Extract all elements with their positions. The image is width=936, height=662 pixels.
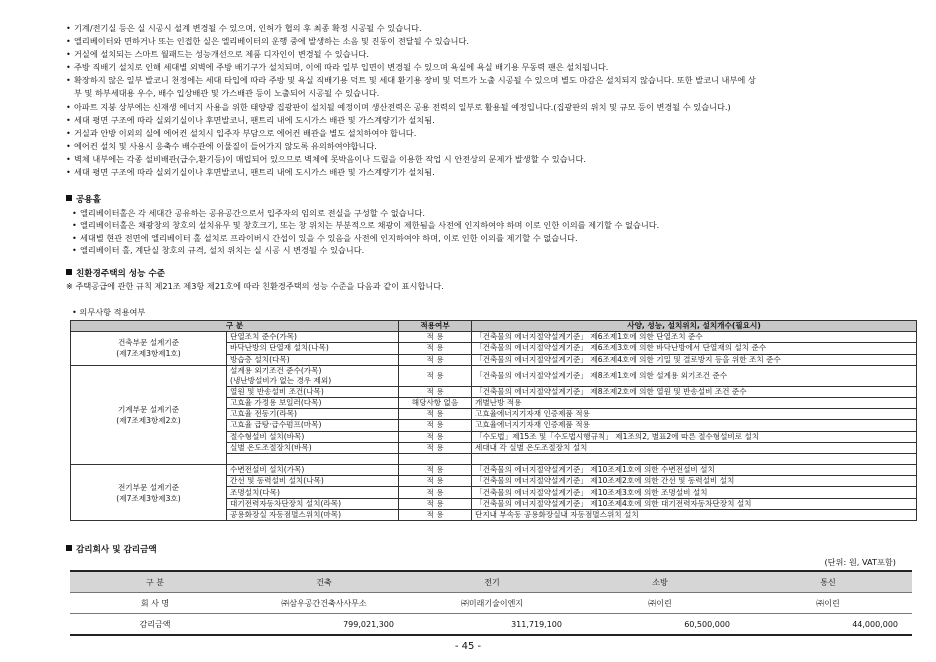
list-item bbox=[72, 207, 912, 219]
note-item bbox=[66, 114, 916, 127]
note-text: 기계/전기실 등은 실 시공시 설계 변경될 수 있으며, 인허가 협의 후 최종 확정 시공될 수 있습니다. bbox=[74, 23, 422, 33]
note-item bbox=[66, 74, 916, 87]
section-title: 친환경주택의 성능 수준 bbox=[76, 269, 165, 279]
supervision-table bbox=[70, 570, 912, 636]
table-row bbox=[70, 593, 912, 614]
applied-cell: 적 용 bbox=[399, 509, 472, 520]
spec-cell: 「수도법」제15조 및「수도법시행규칙」 제1조의2, 별표2에 따른 절수형설비로 설치 bbox=[472, 431, 917, 442]
bullet: • bbox=[66, 167, 71, 178]
item-cell: 고효율 전동기(라목) bbox=[227, 409, 399, 420]
spec-cell: 개별난방 적용 bbox=[472, 397, 917, 408]
group-name: 전기부문 설계기준 (제7조제3항제3호) bbox=[116, 482, 181, 503]
spec-cell: 「건축물의 에너지절약설계기준」 제10조제4호에 의한 대기전력자동차단장치 설치 bbox=[472, 498, 917, 509]
common-hall-list bbox=[72, 207, 912, 257]
mandatory-items-label: • 의무사항 적용여부 bbox=[72, 307, 146, 317]
company-cell: ㈜미래기술이엔지 bbox=[408, 593, 576, 614]
bullet: • bbox=[66, 127, 71, 138]
note-item bbox=[66, 61, 916, 74]
list-item-text: 엘리베이터홀은 채광창의 창호의 설치유무 및 창호크기, 또는 창 위치는 부분적으로 채광이 제한됨을 사전에 인지하여야 하며 이로 인한 이의를 제기할 수 없습니다. bbox=[80, 220, 660, 231]
group-cell bbox=[71, 365, 227, 464]
spec-cell: 「건축물의 에너지절약설계기준」 제10조제3호에 의한 조명설비 설치 bbox=[472, 487, 917, 498]
note-text: 주방 직배기 설치로 인해 세대별 외벽에 주방 배기구가 설치되며, 이에 따라 일부 입면이 변경될 수 있으며 욕실에 욕실 배기용 무동력 팬은 설치됩니다. bbox=[74, 62, 609, 73]
note-item bbox=[66, 153, 916, 166]
list-item bbox=[72, 244, 912, 256]
column-header: 사양, 성능, 설치위치, 설치개수(필요시) bbox=[472, 321, 917, 332]
spec-cell: 단지내 부속동 공용화장실내 자동점멸스위치 설치 bbox=[472, 509, 917, 520]
bullet: • bbox=[66, 23, 71, 33]
list-item bbox=[72, 232, 912, 244]
item-cell: 절수형설비 설치(바목) bbox=[227, 431, 399, 442]
column-header: 구 분 bbox=[71, 321, 399, 332]
company-cell: ㈜이린 bbox=[576, 593, 744, 614]
item-cell bbox=[227, 365, 399, 386]
note-item bbox=[66, 166, 916, 179]
note-item bbox=[66, 48, 916, 61]
note-item bbox=[66, 35, 916, 48]
amount-cell: 44,000,000 bbox=[744, 614, 912, 636]
applied-cell: 적 용 bbox=[399, 476, 472, 487]
note-text: 세대 평면 구조에 따라 실외기실이나 후면발코니, 팬트리 내에 도시가스 배관 및 가스계량기가 설치됨. bbox=[74, 167, 435, 178]
table-row bbox=[70, 614, 912, 636]
bullet: • bbox=[66, 49, 71, 60]
group-cell bbox=[71, 465, 227, 521]
applied-cell: 적 용 bbox=[399, 465, 472, 476]
applied-cell: 적 용 bbox=[399, 487, 472, 498]
applied-cell: 해당사항 없음 bbox=[399, 397, 472, 408]
list-item-text: 엘리베이터홀은 각 세대간 공유하는 공유공간으로서 입주자의 임의로 전실을 구성할 수 없습니다. bbox=[80, 208, 425, 218]
column-header: 통신 bbox=[744, 571, 912, 593]
item-cell: 대기전력자동차단장치 설치(라목) bbox=[227, 498, 399, 509]
item-cell: 조명설치(다목) bbox=[227, 487, 399, 498]
bullet: • bbox=[66, 75, 71, 86]
applied-cell: 적 용 bbox=[399, 332, 472, 343]
applied-cell: 적 용 bbox=[399, 343, 472, 354]
spec-cell: 「건축물의 에너지절약설계기준」 제6조제1호에 의한 단열조치 준수 bbox=[472, 332, 917, 343]
applied-cell: 적 용 bbox=[399, 442, 472, 453]
performance-table bbox=[70, 320, 917, 521]
amount-cell: 799,021,300 bbox=[240, 614, 408, 636]
bullet: • bbox=[72, 208, 77, 218]
bullet: • bbox=[66, 140, 71, 151]
item-cell: 수변전설비 설치(가목) bbox=[227, 465, 399, 476]
common-hall-heading bbox=[66, 193, 101, 205]
bullet: • bbox=[66, 36, 71, 47]
spec-cell: 세대내 각 실별 온도조절장치 설치 bbox=[472, 442, 917, 453]
column-header: 건축 bbox=[240, 571, 408, 593]
note-text: 세대 평면 구조에 따라 실외기실이나 후면발코니, 팬트리 내에 도시가스 배관 및 가스계량기가 설치됨. bbox=[74, 114, 435, 125]
row-label: 회 사 명 bbox=[70, 593, 240, 614]
spec-cell: 「건축물의 에너지절약설계기준」 제10조제1호에 의한 수변전설비 설치 bbox=[472, 465, 917, 476]
item-cell: 간선 및 동력설비 설치(나목) bbox=[227, 476, 399, 487]
spec-cell: 「건축물의 에너지절약설계기준」 제6조제4호에 의한 기밀 및 결로방지 등을 위한 조치 준수 bbox=[472, 354, 917, 365]
spec-cell: 고효율에너지기자재 인증제품 적용 bbox=[472, 409, 917, 420]
square-bullet-icon bbox=[66, 269, 72, 275]
amount-cell: 60,500,000 bbox=[576, 614, 744, 636]
note-item bbox=[66, 101, 916, 114]
bullet: • bbox=[72, 220, 77, 231]
applied-cell bbox=[399, 453, 472, 464]
applied-cell: 적 용 bbox=[399, 420, 472, 431]
item-cell: 열원 및 반송설비 조건(나목) bbox=[227, 386, 399, 397]
list-item-text: 세대별 현관 전면에 엘리베이터 홀 설치로 프라이버시 간섭이 있을 수 있음을 사전에 인지하여야 하며, 이로 인한 이의를 제기할 수 없습니다. bbox=[80, 232, 578, 243]
item-cell: 실별 온도조절장치(바목) bbox=[227, 442, 399, 453]
section-title: 공용홀 bbox=[76, 195, 101, 205]
note-text: 엘리베이터와 면하거나 또는 인접한 실은 엘리베이터의 운행 중에 발생하는 소음 및 진동이 전달될 수 있습니다. bbox=[74, 36, 469, 47]
table-header-row bbox=[70, 571, 912, 593]
table-row bbox=[71, 365, 917, 386]
note-item bbox=[66, 127, 916, 140]
note-text: 거실과 안방 이외의 실에 에어컨 설치시 입주자 부담으로 에어컨 배관을 별도 설치하여야 합니다. bbox=[74, 127, 417, 138]
square-bullet-icon bbox=[66, 195, 72, 201]
note-item bbox=[66, 22, 916, 35]
square-bullet-icon bbox=[66, 545, 72, 551]
applied-cell: 적 용 bbox=[399, 431, 472, 442]
note-item-continued bbox=[66, 87, 916, 100]
company-cell: ㈜삼우공간건축사사무소 bbox=[240, 593, 408, 614]
note-item bbox=[66, 140, 916, 153]
item-cell bbox=[227, 453, 399, 464]
supervision-heading bbox=[66, 543, 157, 555]
column-header: 소방 bbox=[576, 571, 744, 593]
note-text: 에어컨 설치 및 사용시 응축수 배수관에 이물질이 들어가지 않도록 유의하여야합니다. bbox=[74, 140, 377, 151]
row-label: 감리금액 bbox=[70, 614, 240, 636]
applied-cell: 적 용 bbox=[399, 498, 472, 509]
item-cell: 바닥난방의 단열재 설치(나목) bbox=[227, 343, 399, 354]
section-title: 감리회사 및 감리금액 bbox=[76, 545, 157, 555]
item-cell: 고효율 급탕·급수펌프(마목) bbox=[227, 420, 399, 431]
spec-cell bbox=[472, 453, 917, 464]
table-row bbox=[71, 465, 917, 476]
spec-cell: 「건축물의 에너지절약설계기준」 제10조제2호에 의한 간선 및 동력설비 설치 bbox=[472, 476, 917, 487]
page-number: - 45 - bbox=[454, 641, 482, 652]
item-cell: 고효율 가정용 보일러(다목) bbox=[227, 397, 399, 408]
column-header: 구 분 bbox=[70, 571, 240, 593]
spec-cell: 「건축물의 에너지절약설계기준」 제8조제2호에 의한 열원 및 반송설비 조건 준수 bbox=[472, 386, 917, 397]
column-header: 전기 bbox=[408, 571, 576, 593]
column-header: 적용여부 bbox=[399, 321, 472, 332]
applied-cell: 적 용 bbox=[399, 386, 472, 397]
item-text: 설계용 외기조건 준수(가목) (냉난방설비가 없는 경우 제외) bbox=[230, 365, 332, 385]
applied-cell: 적 용 bbox=[399, 409, 472, 420]
note-text: 확장하지 않은 일부 발코니 천정에는 세대 타입에 따라 주방 및 욕실 직배기용 덕트 및 세대 환기용 장비 및 덕트가 노출 시공될 수 있으며 별도 마감은 설치되지 않습니다. 또한 발코니 내부에 상 bbox=[74, 75, 756, 86]
list-item bbox=[72, 219, 912, 231]
group-name: 기계부문 설계기준 (제7조제3항제2호) bbox=[116, 404, 181, 425]
spec-cell: 고효율에너지기자재 인증제품 적용 bbox=[472, 420, 917, 431]
bullet: • bbox=[66, 62, 71, 73]
note-text: 거실에 설치되는 스마트 월패드는 성능개선으로 제품 디자인이 변경될 수 있습니다. bbox=[74, 49, 369, 60]
table-header-row bbox=[71, 321, 917, 332]
unit-label: (단위: 원, VAT포함) bbox=[824, 557, 896, 567]
spec-cell: 「건축물의 에너지절약설계기준」 제6조제3호에 의한 바닥난방에서 단열재의 설치 준수 bbox=[472, 343, 917, 354]
table-row bbox=[71, 332, 917, 343]
applied-cell: 적 용 bbox=[399, 354, 472, 365]
note-text: 아파트 지붕 상부에는 신재생 에너지 사용을 위한 태양광 집광판이 설치될 예정이며 생산전력은 공용 전력의 일부로 활용될 예정입니다.(집광판의 위치 및 규모 등이 변경될 수 있습니다.) bbox=[74, 101, 731, 112]
bullet: • bbox=[72, 232, 77, 243]
company-cell: ㈜이린 bbox=[744, 593, 912, 614]
note-text: 벽체 내부에는 각종 설비배관(급수,환기등)이 매립되어 있으므로 벽체에 못박음이나 드릴을 이용한 작업 시 안전상의 문제가 발생할 수 있습니다. bbox=[74, 153, 586, 164]
eco-housing-heading bbox=[66, 267, 165, 279]
item-cell: 공용화장실 자동점멸스위치(마목) bbox=[227, 509, 399, 520]
group-name: 건축부문 설계기준 (제7조제3항제1호) bbox=[116, 338, 181, 359]
spec-cell: 「건축물의 에너지절약설계기준」 제8조제1호에 의한 설계용 외기조건 준수 bbox=[472, 365, 917, 386]
bullet: • bbox=[66, 114, 71, 125]
bullet: • bbox=[66, 101, 71, 112]
bullet: • bbox=[72, 245, 77, 256]
amount-cell: 311,719,100 bbox=[408, 614, 576, 636]
general-notes bbox=[66, 22, 916, 179]
group-cell bbox=[71, 332, 227, 366]
bullet: • bbox=[66, 153, 71, 164]
item-cell: 단열조치 준수(가목) bbox=[227, 332, 399, 343]
eco-description: ※ 주택공급에 관한 규칙 제21조 제3항 제21호에 따라 친환경주택의 성능 수준을 다음과 같이 표시합니다. bbox=[66, 281, 444, 291]
applied-cell: 적 용 bbox=[399, 365, 472, 386]
list-item-text: 엘리베이터 홀, 계단실 창호의 규격, 설치 위치는 실 시공 시 변경될 수 있습니다. bbox=[80, 245, 365, 256]
note-text: 부 및 하부세대용 우수, 배수 입상배관 및 가스배관 등이 노출되어 시공될 수 있습니다. bbox=[74, 88, 380, 99]
item-cell: 방습층 설치(다목) bbox=[227, 354, 399, 365]
